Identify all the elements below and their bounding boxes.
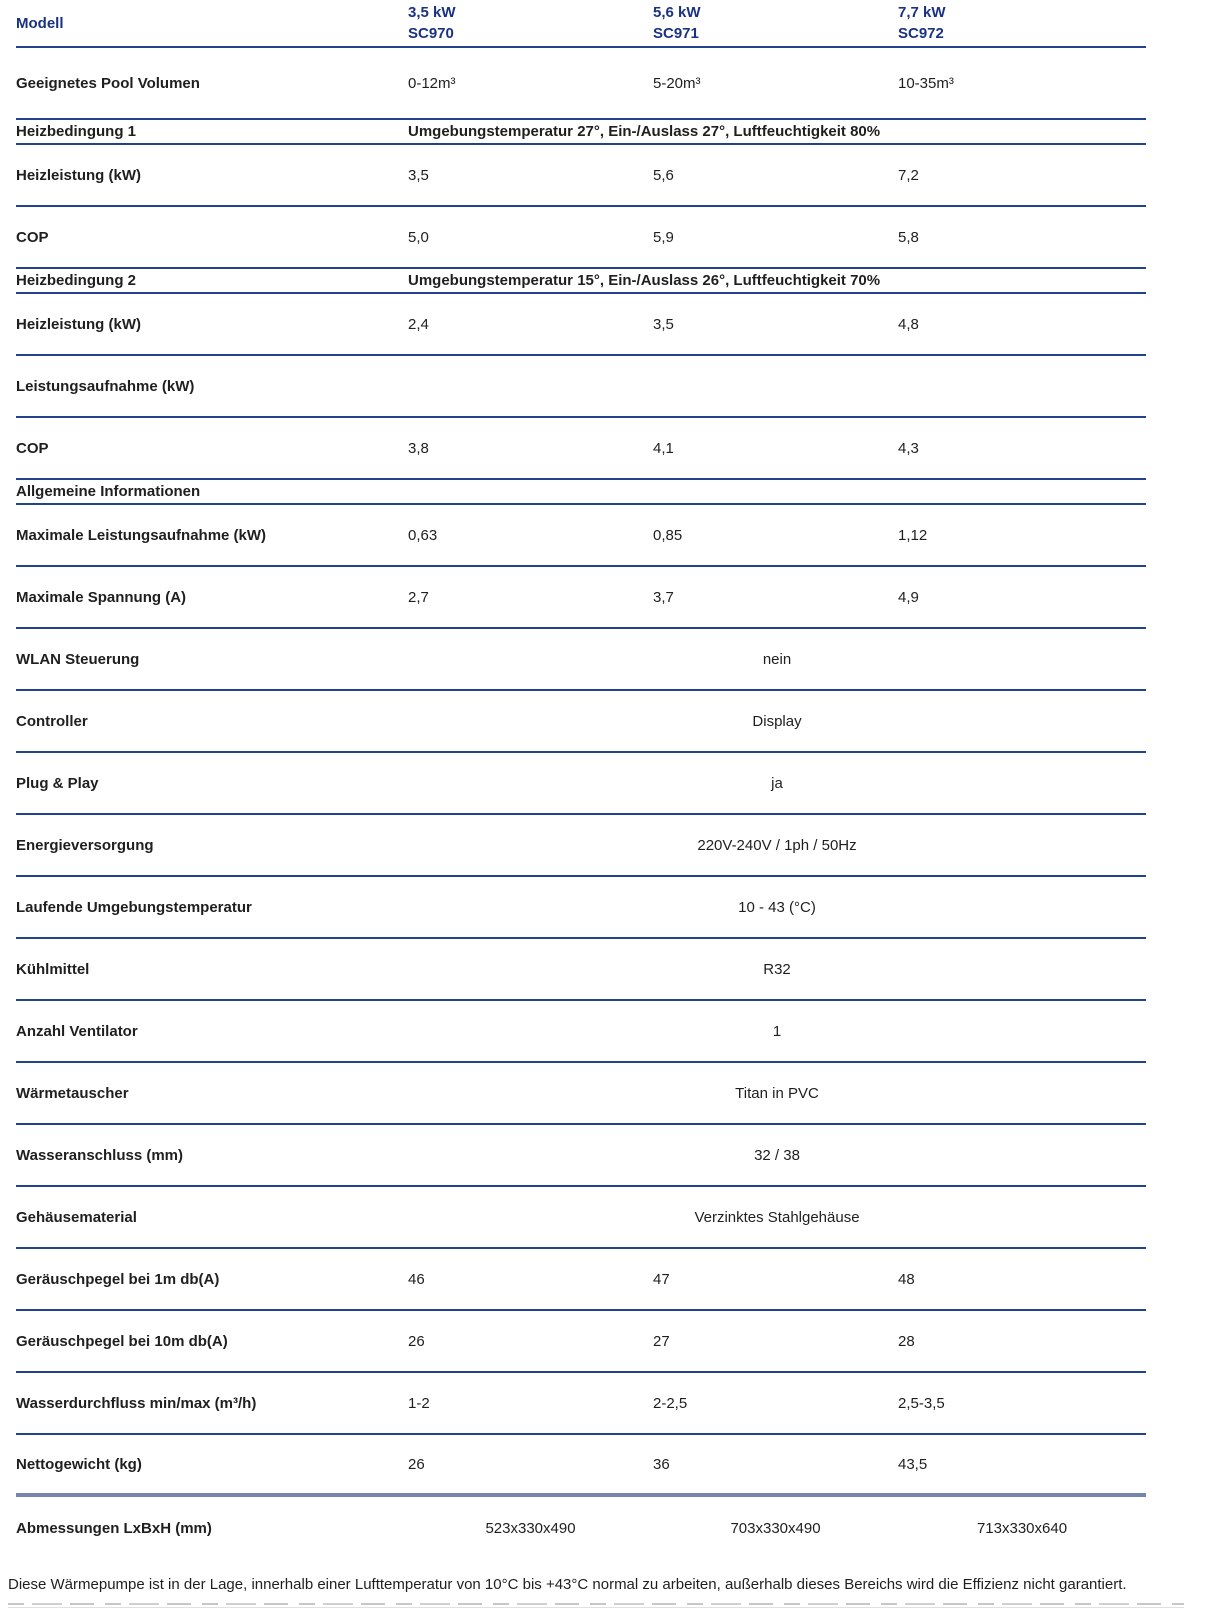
- row-value: 1,12: [898, 526, 928, 544]
- spec-table: [16, 0, 1146, 1559]
- row-value: 0,85: [653, 526, 683, 544]
- row-value: 10-35m³: [898, 74, 954, 92]
- row-label: Maximale Spannung (A): [16, 588, 187, 606]
- row-label: Heizbedingung 1: [16, 123, 136, 140]
- column-header-model: SC972: [898, 25, 944, 42]
- table-row: [16, 629, 1146, 691]
- row-value: 28: [898, 1332, 915, 1350]
- table-row: [16, 1497, 1146, 1559]
- row-label: Heizbedingung 2: [16, 272, 136, 289]
- table-row: [16, 207, 1146, 269]
- row-label: Nettogewicht (kg): [16, 1455, 142, 1473]
- column-header-power: 3,5 kW: [408, 4, 456, 21]
- row-value: 26: [408, 1455, 425, 1473]
- row-value: 0-12m³: [408, 74, 456, 92]
- table-row: [16, 815, 1146, 877]
- row-value: 5,8: [898, 228, 919, 246]
- row-value: 4,9: [898, 588, 919, 606]
- row-value: 3,7: [653, 588, 674, 606]
- row-value: 10 - 43 (°C): [738, 898, 816, 916]
- row-value: 26: [408, 1332, 425, 1350]
- row-value: 3,5: [653, 315, 674, 333]
- row-label: Controller: [16, 712, 88, 730]
- section-condition: Umgebungstemperatur 27°, Ein-/Auslass 27°, Luftfeuchtigkeit 80%: [408, 123, 881, 140]
- row-label: Geeignetes Pool Volumen: [16, 74, 200, 92]
- section-row: [16, 120, 1146, 145]
- row-value: 1-2: [408, 1394, 430, 1412]
- table-row: [16, 1187, 1146, 1249]
- row-label: Laufende Umgebungstemperatur: [16, 898, 252, 916]
- table-row: [16, 877, 1146, 939]
- row-label: Wasseranschluss (mm): [16, 1146, 184, 1164]
- row-value: 3,8: [408, 439, 429, 457]
- row-value: 36: [653, 1455, 670, 1473]
- row-label: Wasserdurchfluss min/max (m³/h): [16, 1394, 257, 1412]
- row-value: 2,4: [408, 315, 429, 333]
- column-header-power: 5,6 kW: [653, 4, 701, 21]
- row-label: Heizleistung (kW): [16, 315, 142, 333]
- truncated-text-row: [8, 1603, 1184, 1608]
- column-header-sc972: [898, 0, 1146, 46]
- row-value: ja: [771, 774, 783, 792]
- row-value: Titan in PVC: [735, 1084, 819, 1102]
- table-row: [16, 1373, 1146, 1435]
- table-row: [16, 145, 1146, 207]
- table-row: [16, 691, 1146, 753]
- column-header-model: SC971: [653, 25, 699, 42]
- row-value: 43,5: [898, 1455, 928, 1473]
- row-value: R32: [763, 960, 791, 978]
- row-value: 220V-240V / 1ph / 50Hz: [697, 836, 857, 854]
- row-value: 3,5: [408, 166, 429, 184]
- row-label: Plug & Play: [16, 774, 99, 792]
- row-value: 2,5-3,5: [898, 1394, 945, 1412]
- column-header-sc970: [408, 0, 653, 46]
- table-row: [16, 48, 1146, 120]
- row-label: Heizleistung (kW): [16, 166, 142, 184]
- row-label: Kühlmittel: [16, 960, 90, 978]
- row-label: Gehäusematerial: [16, 1208, 137, 1226]
- table-header-row: [16, 0, 1146, 48]
- row-label: Geräuschpegel bei 10m db(A): [16, 1332, 228, 1350]
- row-value: 0,63: [408, 526, 438, 544]
- row-value: 47: [653, 1270, 670, 1288]
- row-value: 703x330x490: [730, 1519, 821, 1537]
- row-value: 27: [653, 1332, 670, 1350]
- row-value: Display: [752, 712, 802, 730]
- section-condition: Umgebungstemperatur 15°, Ein-/Auslass 26°, Luftfeuchtigkeit 70%: [408, 272, 881, 289]
- row-value: 713x330x640: [976, 1519, 1068, 1537]
- row-value: 5,9: [653, 228, 674, 246]
- row-label: Energieversorgung: [16, 836, 154, 854]
- table-row: [16, 505, 1146, 567]
- column-header-model: SC970: [408, 25, 454, 42]
- table-row: [16, 1125, 1146, 1187]
- table-row: [16, 356, 1146, 418]
- row-label: Wärmetauscher: [16, 1084, 129, 1102]
- row-value: 7,2: [898, 166, 919, 184]
- row-label: COP: [16, 228, 49, 246]
- row-label: Allgemeine Informationen: [16, 483, 201, 500]
- row-value: 4,3: [898, 439, 919, 457]
- table-row: [16, 1249, 1146, 1311]
- column-header-power: 7,7 kW: [898, 4, 946, 21]
- row-value: nein: [762, 650, 792, 668]
- row-value: 32 / 38: [754, 1146, 800, 1164]
- table-row: [16, 1311, 1146, 1373]
- table-body: [16, 48, 1146, 1559]
- row-label: Leistungsaufnahme (kW): [16, 377, 195, 395]
- row-label: COP: [16, 439, 49, 457]
- row-label: Maximale Leistungsaufnahme (kW): [16, 526, 267, 544]
- row-value: 5,6: [653, 166, 674, 184]
- column-header-sc971: [653, 0, 898, 46]
- table-row: [16, 753, 1146, 815]
- disclaimer-text: Diese Wärmepumpe ist in der Lage, innerhalb einer Lufttemperatur von 10°C bis +43°C normal zu arbeiten, außerhalb dieses Bereichs wird die Effizienz nicht garantiert.: [8, 1576, 1127, 1593]
- section-row: [16, 269, 1146, 294]
- column-header-modell: Modell: [16, 14, 64, 32]
- row-label: Abmessungen LxBxH (mm): [16, 1519, 212, 1537]
- table-row: [16, 939, 1146, 1001]
- row-value: 2-2,5: [653, 1394, 688, 1412]
- row-value: Verzinktes Stahlgehäuse: [694, 1208, 860, 1226]
- row-value: 5-20m³: [653, 74, 701, 92]
- table-row: [16, 567, 1146, 629]
- row-label: WLAN Steuerung: [16, 650, 140, 668]
- table-row: [16, 1435, 1146, 1497]
- row-label: Geräuschpegel bei 1m db(A): [16, 1270, 220, 1288]
- row-value: 5,0: [408, 228, 429, 246]
- table-row: [16, 1063, 1146, 1125]
- row-value: 1: [772, 1022, 782, 1040]
- row-value: 4,1: [653, 439, 674, 457]
- table-row: [16, 294, 1146, 356]
- row-value: 48: [898, 1270, 915, 1288]
- row-label: Anzahl Ventilator: [16, 1022, 138, 1040]
- row-value: 4,8: [898, 315, 919, 333]
- table-row: [16, 1001, 1146, 1063]
- row-value: 523x330x490: [485, 1519, 576, 1537]
- table-row: [16, 418, 1146, 480]
- row-value: 46: [408, 1270, 425, 1288]
- section-row: [16, 480, 1146, 505]
- row-value: 2,7: [408, 588, 429, 606]
